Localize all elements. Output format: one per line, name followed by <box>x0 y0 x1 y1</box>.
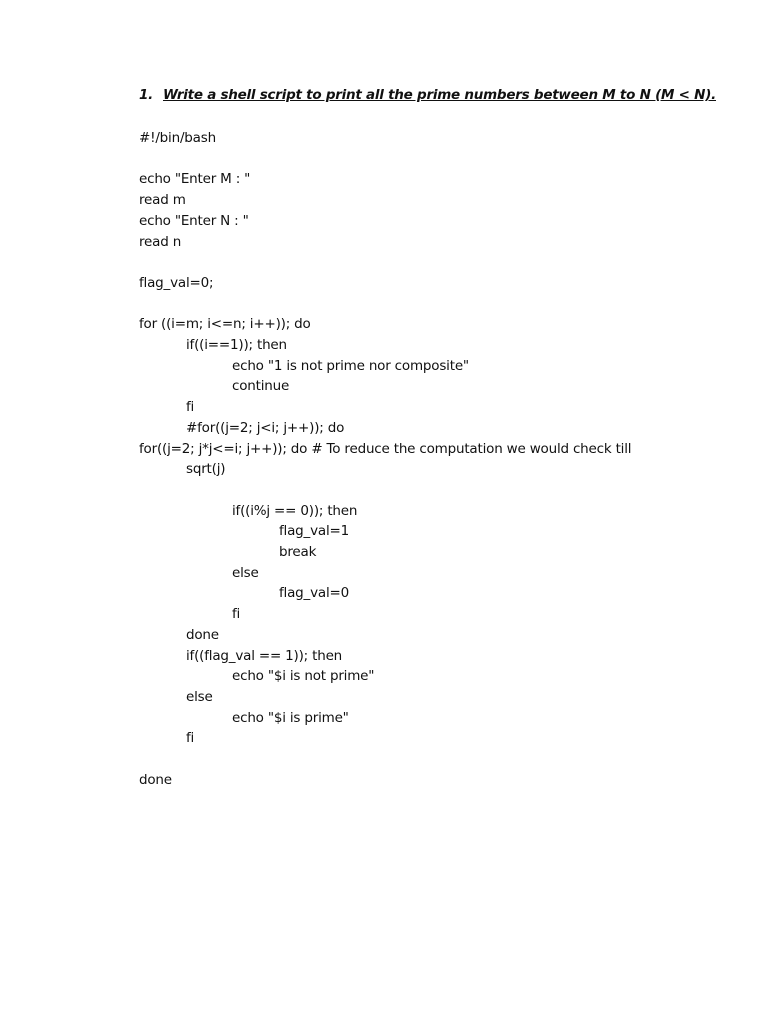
code-line <box>139 294 669 315</box>
code-line <box>139 749 669 770</box>
code-line: for ((i=m; i<=n; i++)); do <box>139 316 311 333</box>
code-line: for((j=2; j*j<=i; j++)); do # To reduce the computation we would check till sqrt(j) <box>139 440 636 478</box>
code-line: if((i%j == 0)); then <box>232 502 358 519</box>
code-line <box>139 480 669 501</box>
code-line: fi <box>186 730 195 747</box>
code-line: continue <box>232 378 290 395</box>
code-line: done <box>186 626 219 643</box>
code-line: fi <box>186 399 195 416</box>
code-line: else <box>186 688 213 705</box>
shell-script <box>139 128 669 790</box>
code-line: flag_val=0 <box>279 585 350 602</box>
code-line: echo "$i is prime" <box>232 709 349 726</box>
code-line: flag_val=1 <box>279 523 350 540</box>
code-line: echo "Enter N : " <box>139 212 249 229</box>
code-line: echo "1 is not prime nor composite" <box>232 357 469 374</box>
code-line: echo "Enter M : " <box>139 171 251 188</box>
code-line: read n <box>139 233 182 250</box>
code-line: if((flag_val == 1)); then <box>186 647 343 664</box>
code-line <box>139 252 669 273</box>
code-line: done <box>139 771 172 788</box>
code-line: if((i==1)); then <box>186 336 287 353</box>
code-line: #!/bin/bash <box>139 130 216 146</box>
code-line: fi <box>232 606 241 623</box>
code-line <box>139 149 669 170</box>
question-text: Write a shell script to print all the prime numbers between M to N (M < N). <box>163 87 716 103</box>
code-line: else <box>232 564 259 581</box>
code-line: #for((j=2; j<i; j++)); do <box>186 419 345 436</box>
code-line: read m <box>139 192 186 209</box>
code-line: break <box>279 544 317 560</box>
code-line: flag_val=0; <box>139 274 214 291</box>
code-line: echo "$i is not prime" <box>232 668 375 685</box>
question-heading <box>139 87 716 103</box>
question-number: 1. <box>139 87 154 103</box>
